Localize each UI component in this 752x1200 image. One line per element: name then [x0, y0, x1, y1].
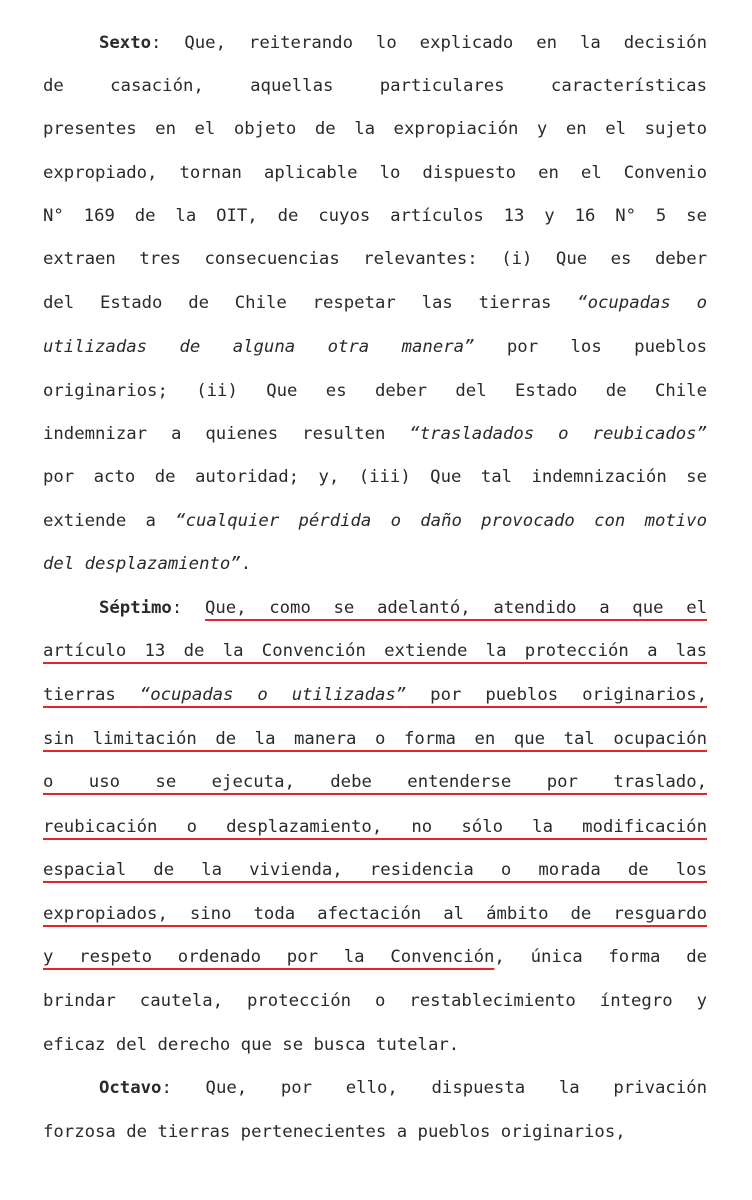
text-segment: expropiado, tornan aplicable lo dispuesto en el Convenio: [43, 163, 707, 183]
text-segment: Que, como se adelantó, atendido a que el: [204, 598, 708, 618]
quoted-text: “ocupadas o: [577, 293, 707, 313]
text-line: [43, 767, 707, 797]
text-line: [43, 158, 707, 188]
text-segment: :: [171, 598, 205, 618]
text-line: [43, 899, 707, 929]
text-line: [99, 28, 707, 58]
text-segment: indemnizar a quienes resulten: [43, 424, 410, 444]
text-line: [43, 376, 707, 406]
text-line: [99, 1073, 707, 1103]
text-segment: expropiados, sino toda afectación al ámbito de resguardo: [43, 904, 707, 924]
text-segment: presentes en el objeto de la expropiación y en el sujeto: [43, 119, 707, 139]
text-line: [43, 1030, 707, 1060]
quoted-text: del desplazamiento”: [43, 554, 241, 574]
text-segment: .: [240, 554, 252, 574]
quoted-text: “trasladados o reubicados”: [409, 424, 707, 444]
text-segment: del Estado de Chile respetar las tierras: [43, 293, 578, 313]
text-line: [43, 942, 707, 972]
text-line: [43, 114, 707, 144]
text-segment: N° 169 de la OIT, de cuyos artículos 13 y 16 N° 5 se: [43, 206, 707, 226]
text-line: [43, 1117, 707, 1147]
text-segment: por pueblos originarios,: [406, 685, 708, 705]
text-segment: sin limitación de la manera o forma en que tal ocupación: [43, 729, 707, 749]
text-segment: de casación, aquellas particulares características: [43, 76, 707, 96]
quoted-text: “cualquier pérdida o daño provocado con motivo: [175, 511, 707, 531]
text-line: [43, 332, 707, 362]
text-segment: brindar cautela, protección o restablecimiento íntegro y: [43, 991, 707, 1011]
text-line: [43, 419, 707, 449]
text-line: [43, 855, 707, 885]
text-segment: o uso se ejecuta, debe entenderse por traslado,: [43, 772, 707, 792]
text-line: [43, 462, 707, 492]
text-line: [43, 986, 707, 1016]
text-segment: tierras: [43, 685, 140, 705]
text-line: [43, 636, 707, 666]
text-segment: reubicación o desplazamiento, no sólo la modificación: [43, 817, 707, 837]
text-segment: artículo 13 de la Convención extiende la protección a las: [43, 641, 707, 661]
text-line: [43, 201, 707, 231]
quoted-text: utilizadas de alguna otra manera”: [43, 337, 475, 357]
text-segment: y respeto ordenado por la Convención: [43, 947, 495, 967]
text-segment: forzosa de tierras pertenecientes a pueblos originarios,: [43, 1122, 626, 1142]
text-segment: , única forma de: [494, 947, 708, 967]
text-line: [43, 724, 707, 754]
text-line: [43, 506, 707, 536]
text-line: [43, 812, 707, 842]
paragraph-heading: Octavo: [99, 1078, 162, 1098]
text-segment: extiende a: [43, 511, 176, 531]
text-segment: extraen tres consecuencias relevantes: (i) Que es deber: [43, 249, 707, 269]
text-segment: por los pueblos: [474, 337, 708, 357]
text-segment: originarios; (ii) Que es deber del Estado de Chile: [43, 381, 707, 401]
text-line: [43, 71, 707, 101]
text-segment: espacial de la vivienda, residencia o morada de los: [43, 860, 707, 880]
paragraph-heading: Séptimo: [99, 598, 172, 618]
text-line: [43, 549, 707, 579]
text-line: [43, 680, 707, 710]
quoted-text: “ocupadas o utilizadas”: [139, 685, 407, 705]
text-segment: eficaz del derecho que se busca tutelar.: [43, 1035, 460, 1055]
text-segment: : Que, por ello, dispuesta la privación: [161, 1078, 707, 1098]
paragraph-heading: Sexto: [99, 33, 152, 53]
text-line: [99, 593, 707, 623]
text-line: [43, 288, 707, 318]
text-segment: por acto de autoridad; y, (iii) Que tal indemnización se: [43, 467, 707, 487]
text-line: [43, 244, 707, 274]
text-segment: : Que, reiterando lo explicado en la decisión: [151, 33, 707, 53]
